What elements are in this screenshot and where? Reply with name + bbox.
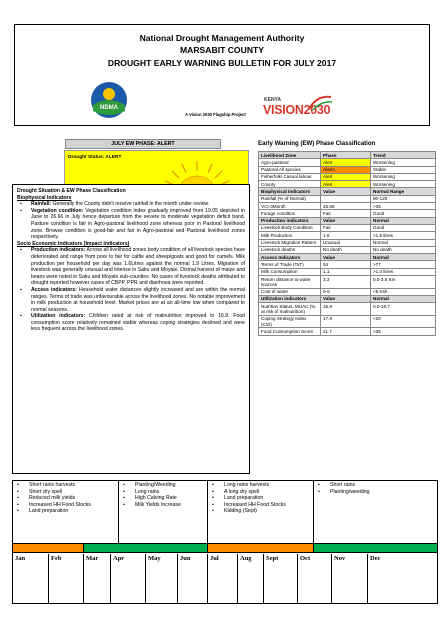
table-cell: Livestock deaths (259, 246, 321, 253)
ew-classification-title: Early Warning (EW) Phase Classification (258, 140, 376, 147)
authority-title: National Drought Management Authority (139, 33, 305, 43)
county-title: MARSABIT COUNTY (179, 45, 265, 55)
season-item: ▪ Land preparation (208, 495, 313, 502)
item-text: Vegetation condition index gradually improved from 19.05 depicted in June to 26.66 in July hence departure from the severe to moderate vegetation deficit band. Pasture condition is fair in Agro-pastoral livelihood zone whereas poor in Pastoral livelihood zone. Browse condition is good-fair and fair in Agro-pastoral and Pastoral livelihood zones respectively. (31, 207, 245, 241)
kenya-vision-logo (263, 97, 333, 125)
biophysical-heading: Biophysical Indicators (17, 194, 72, 201)
table-row (259, 276, 436, 289)
table-row (259, 288, 436, 295)
list-item (17, 201, 245, 208)
table-cell: 1.1 (321, 268, 371, 275)
month-label: Jan (13, 554, 49, 604)
table-cell: Return distance to water sources (259, 276, 321, 289)
table-cell: Milk Consumption (259, 268, 321, 275)
table-row (259, 195, 436, 202)
situation-heading: Drought Situation & EW Phase Classification (17, 188, 126, 194)
table-cell: Access Indicators (259, 254, 321, 261)
table-cell: <20 (371, 315, 436, 328)
table-cell: Normal (371, 239, 436, 246)
ndma-logo-icon (90, 81, 128, 119)
table-cell: 16.8 (321, 303, 371, 316)
drought-situation-panel (12, 184, 250, 474)
table-row (259, 295, 436, 302)
biophysical-list (17, 201, 245, 241)
table-cell: Nutrition Status, MUAC (% at risk of malnutrition) (259, 303, 321, 316)
table-row (259, 232, 436, 239)
table-cell: Value (321, 295, 371, 302)
table-cell: Value (321, 188, 371, 195)
bulletin-title: DROUGHT EARLY WARNING BULLETIN FOR JULY 2017 (107, 58, 337, 68)
season-item: ▪ Kidding (Sept) (208, 508, 313, 515)
table-cell: Phase (321, 152, 371, 159)
vision-swoosh-icon (307, 93, 333, 111)
table-cell: Biophysical Indicators (259, 188, 321, 195)
table-cell: Livelihood Zone (259, 152, 321, 159)
drought-status-label: Drought Status: ALERT (68, 155, 122, 160)
table-cell: 0.0-3.5 Km (371, 276, 436, 289)
table-cell: Value (321, 217, 371, 224)
season-item: ▪ High Calving Rate (119, 495, 207, 502)
table-row (259, 210, 436, 217)
table-cell: >77 (371, 261, 436, 268)
table-row (259, 159, 436, 166)
table-cell: Worsening (371, 181, 436, 188)
table-cell: 26.66 (321, 203, 371, 210)
table-row (259, 217, 436, 224)
table-cell: No death (371, 246, 436, 253)
table-cell: Alert (321, 173, 371, 180)
season-cell (314, 481, 439, 543)
month-label: Nov (332, 554, 368, 604)
season-item: ▪ Increased HH Food Stocks (13, 502, 118, 509)
item-text: Children rated at risk of malnutrition improved to 16.8. Food consumption score relatively remained stable whereas coping strategies declined and were less frequent across the livelihood zones. (31, 313, 245, 333)
socio-heading: Socio Economic Indicators (Impact Indicators) (17, 240, 130, 247)
table-cell: Agro-pastoral (259, 159, 321, 166)
table-cell: Value (321, 254, 371, 261)
table-cell: Fisherfolk/ Casual labour (259, 173, 321, 180)
table-cell: 54 (321, 261, 371, 268)
vision-label: VISION2030 (263, 103, 331, 117)
ew-classification-table (258, 151, 436, 336)
season-segment (208, 544, 314, 552)
table-cell: Normal (371, 254, 436, 261)
table-cell: VCI-3Month (259, 203, 321, 210)
list-item (17, 313, 245, 333)
month-label: Aug (238, 554, 264, 604)
month-label: Mar (84, 554, 111, 604)
season-item: ▪ Reduced milk yields (13, 495, 118, 502)
table-row (259, 166, 436, 173)
table-row (259, 224, 436, 231)
table-cell: Production indicators (259, 217, 321, 224)
table-row (259, 239, 436, 246)
socio-list (17, 247, 245, 333)
table-row (259, 303, 436, 316)
table-cell: Cost of water (259, 288, 321, 295)
season-item: ▪ Long rains harvests (208, 482, 313, 489)
month-label: Feb (49, 554, 84, 604)
table-cell: 80-120 (371, 195, 436, 202)
table-cell: Milk Production (259, 232, 321, 239)
bulletin-header (14, 24, 430, 126)
table-cell: Unusual (321, 239, 371, 246)
table-cell: Fair (321, 224, 371, 231)
season-item: ▪ Short rains harvests (13, 482, 118, 489)
month-row (13, 554, 437, 604)
season-color-bar (13, 543, 437, 553)
table-row (259, 152, 436, 159)
season-item: ▪ Increased HH Food Stocks (208, 502, 313, 509)
season-item: ▪ Milk Yields Increase (119, 502, 207, 509)
table-cell: Utilization indicators (259, 295, 321, 302)
table-row (259, 261, 436, 268)
table-row (259, 246, 436, 253)
table-cell: 21.7 (321, 328, 371, 335)
table-cell: Good (371, 224, 436, 231)
kenya-label: KENYA (264, 97, 282, 103)
month-label: Jul (208, 554, 238, 604)
table-cell: Normal Range (371, 188, 436, 195)
month-label: Jun (178, 554, 208, 604)
flagship-caption: A Vision 2030 Flagship Project (185, 112, 246, 117)
ndma-logo-text: NDMA (100, 105, 118, 111)
item-label: Utilization indicators: (31, 313, 86, 320)
table-cell: Livestock Migration Pattern (259, 239, 321, 246)
item-text: Across all livelihood zones body condition of all livestock species have deteriorated and range from poor to fair for cattle and sheep/goats and good for camels. Milk production per household per day was 1.6Litres against the normal 1.9 Litres. Migration of livestock was generally unusual and intense in Saku and Moyale. Dismal harvest of maize and beans were noted in Saku and Moyale sub-counties. No cases of livestock deaths attributed to drought reported however cases of CBPP, PPR and diarrhoea were reported. (31, 247, 245, 287)
table-cell: Forage condition (259, 210, 321, 217)
table-row (259, 181, 436, 188)
season-cell (208, 481, 314, 543)
table-cell: >35 (371, 203, 436, 210)
table-cell: Alarm (321, 166, 371, 173)
table-cell: 3.3 (321, 276, 371, 289)
table-cell: >1.9 litres (371, 232, 436, 239)
season-item: ▪ Planting/weeding (314, 489, 439, 496)
table-row (259, 328, 436, 335)
table-row (259, 203, 436, 210)
table-cell: Fair (321, 210, 371, 217)
item-text: Household water distances slightly increased and are within the normal ranges. Terms of trade was unfavourable across the livelihood zones. No notable improvement in milk production at household level. Market prices are at an all-time low when compared to normal seasons. (31, 286, 246, 313)
table-cell: >1.3 litres (371, 268, 436, 275)
table-cell: <5 Ksh (371, 288, 436, 295)
list-item (17, 247, 245, 287)
item-label: Rainfall: (31, 201, 52, 208)
item-label: Vegetation condition: (31, 207, 84, 214)
table-cell: County (259, 181, 321, 188)
season-segment (13, 544, 84, 552)
table-row (259, 254, 436, 261)
table-cell: Rainfall (% of Normal) (259, 195, 321, 202)
table-cell: Good (371, 210, 436, 217)
list-item (17, 208, 245, 241)
table-cell: Trend (371, 152, 436, 159)
table-cell (321, 195, 371, 202)
table-cell: Coping Strategy Index (CSI) (259, 315, 321, 328)
table-cell: Normal (371, 295, 436, 302)
table-cell: Food Consumption Score (259, 328, 321, 335)
table-cell: Alert (321, 181, 371, 188)
item-label: Production indicators: (31, 247, 86, 254)
table-row (259, 315, 436, 328)
season-item: ▪ Land preparation (13, 508, 118, 515)
table-cell: 17.9 (321, 315, 371, 328)
seasonal-calendar (12, 480, 438, 604)
table-row (259, 173, 436, 180)
season-segment (84, 544, 208, 552)
month-label: Apr (111, 554, 146, 604)
season-cell (13, 481, 119, 543)
month-label: Dec (370, 555, 381, 562)
month-label: Sept (264, 554, 298, 604)
table-cell: Worsening (371, 173, 436, 180)
season-segment (314, 544, 437, 552)
table-cell: Worsening (371, 159, 436, 166)
season-item: ▪ Long rains (119, 489, 207, 496)
table-cell: 0.0-18.7 (371, 303, 436, 316)
season-item: ▪ Planting/Weeding (119, 482, 207, 489)
month-label: May (146, 554, 178, 604)
season-item: ▪ Short rains (314, 482, 439, 489)
ew-phase-banner: JULY EW PHASE: ALERT (65, 139, 221, 149)
season-item: ▪ A long dry spell (208, 489, 313, 496)
table-cell: Stable (371, 166, 436, 173)
table-cell: 0-5 (321, 288, 371, 295)
table-row (259, 268, 436, 275)
list-item (17, 287, 245, 313)
table-row (259, 188, 436, 195)
item-text: Generally the County didn't receive rainfall in the month under review. (51, 201, 210, 208)
month-label: Oct (298, 554, 332, 604)
season-item: ▪ Short dry spell (13, 489, 118, 496)
table-cell: Normal (371, 217, 436, 224)
table-cell: Alert (321, 159, 371, 166)
table-cell: No death (321, 246, 371, 253)
table-cell: Pastoral All species (259, 166, 321, 173)
season-cell (119, 481, 208, 543)
item-label: Access indicators: (31, 286, 77, 293)
table-cell: Livestock Body Condition (259, 224, 321, 231)
table-cell: >35 (371, 328, 436, 335)
table-cell: Terms of Trade (ToT) (259, 261, 321, 268)
table-cell: 1.6 (321, 232, 371, 239)
